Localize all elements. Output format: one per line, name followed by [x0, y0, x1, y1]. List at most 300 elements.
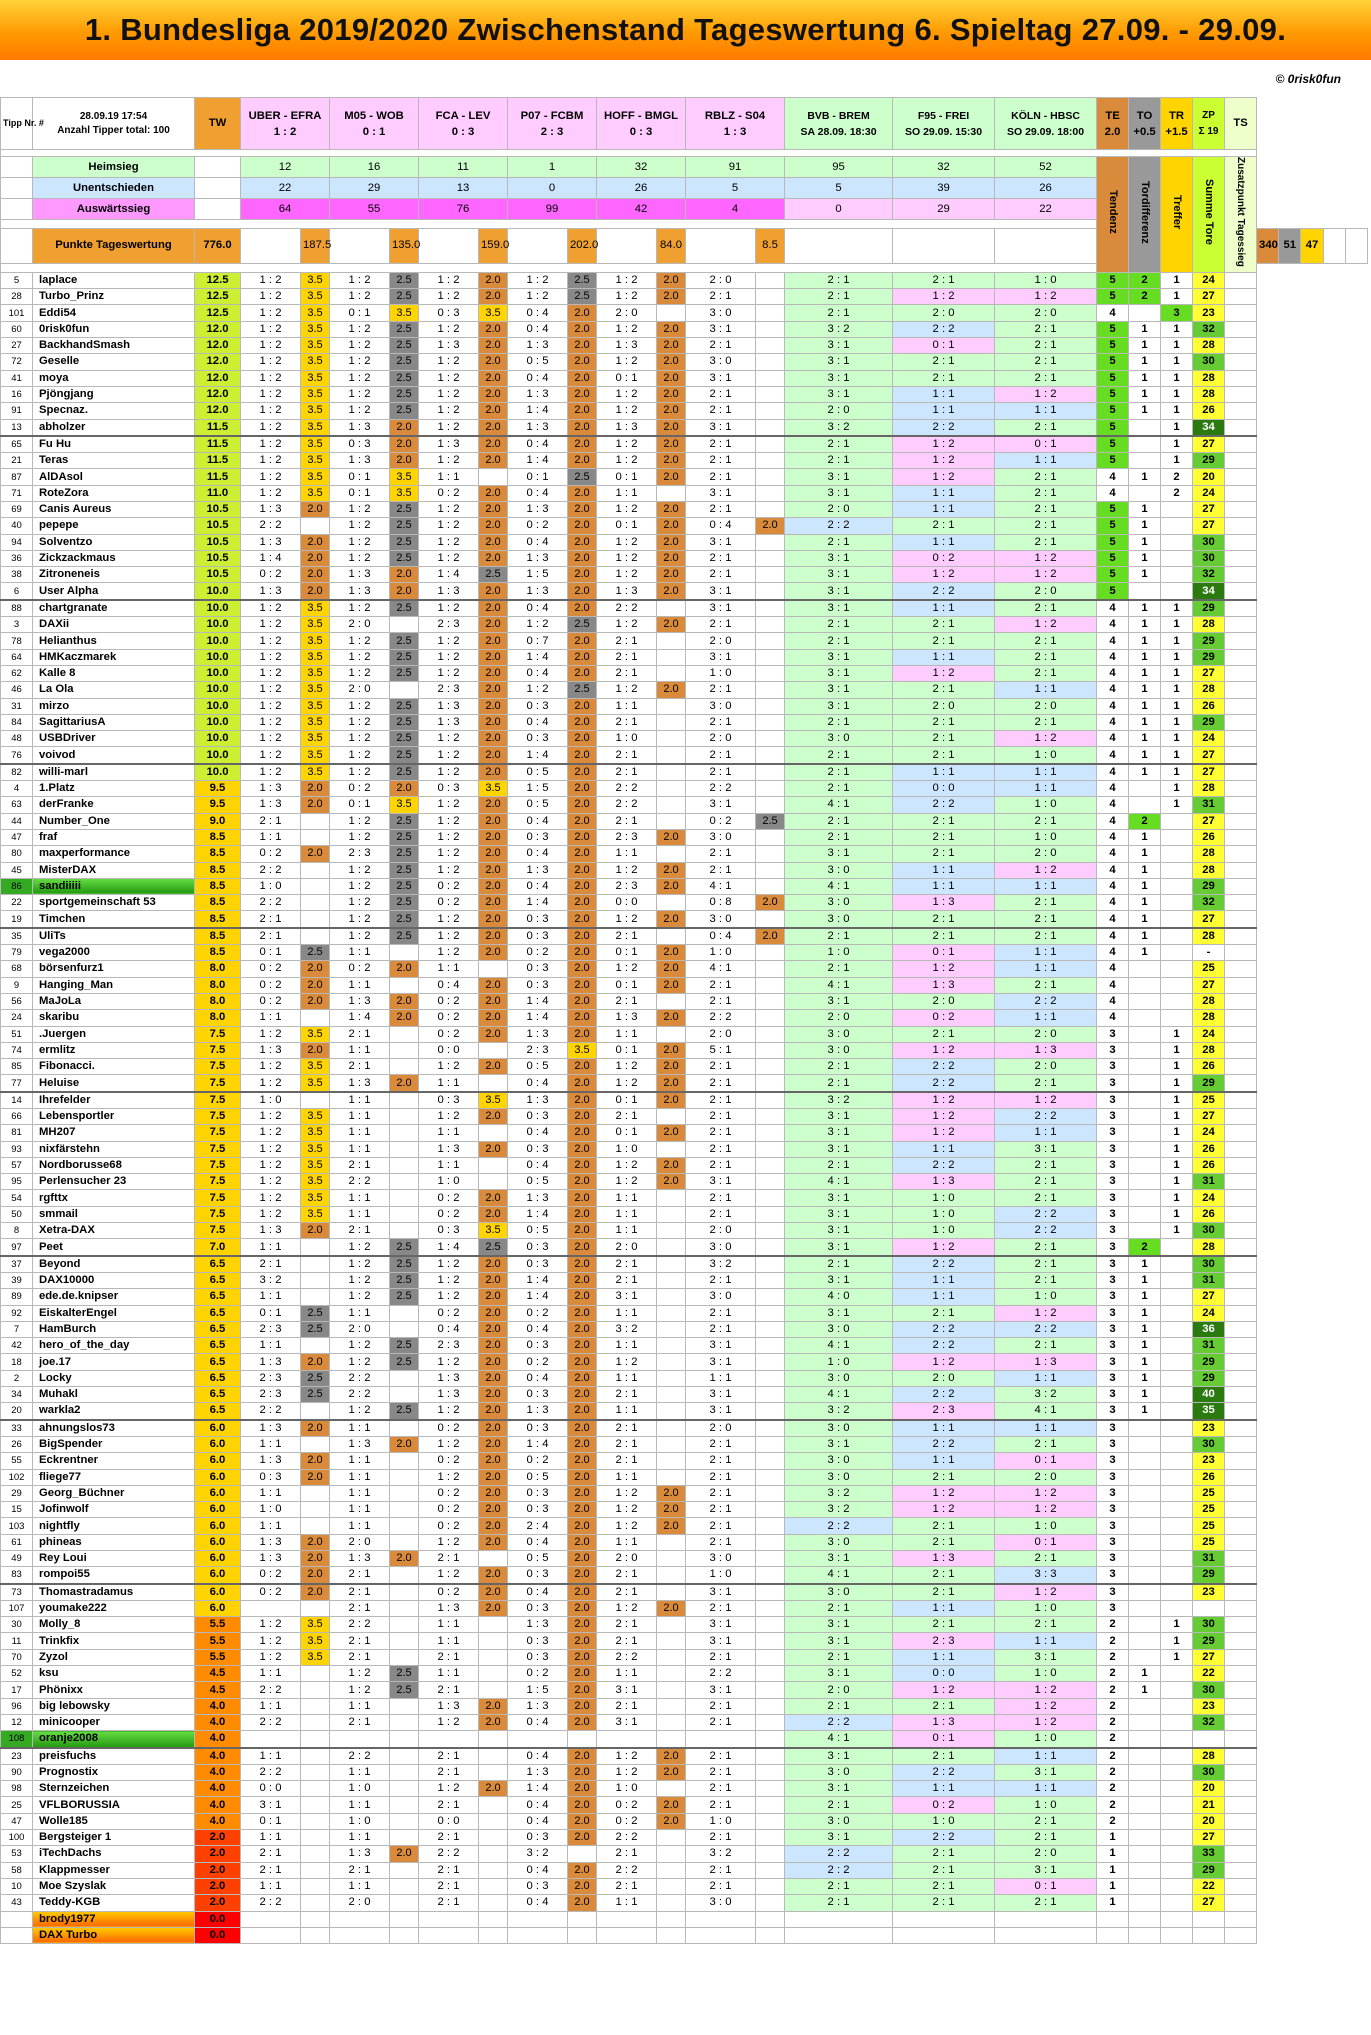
tip-game-4: 1 : 2	[508, 272, 568, 288]
tageswertung: 8.5	[195, 829, 241, 845]
tip-game-1: 1 : 2	[241, 1141, 301, 1157]
tip-game-9: 3 : 1	[995, 1862, 1097, 1878]
tendenz-points: 4	[1097, 714, 1129, 730]
tagessieg-points	[1225, 1190, 1257, 1206]
tagessieg-points	[1225, 1617, 1257, 1633]
tip-game-8: 2 : 1	[893, 1878, 995, 1894]
points-game-2	[390, 1206, 419, 1222]
tordifferenz-points	[1129, 1502, 1161, 1518]
tip-game-8: 1 : 0	[893, 1190, 995, 1206]
points-game-6	[756, 1141, 785, 1157]
te-value: 2.0	[1104, 125, 1121, 138]
points-game-5: 2.0	[657, 1502, 686, 1518]
summe-tore: 34	[1193, 419, 1225, 436]
summe-tore: 27	[1193, 289, 1225, 305]
tendenz-points: 4	[1097, 764, 1129, 781]
points-game-3: 2.0	[479, 945, 508, 961]
points-game-5	[657, 633, 686, 649]
points-game-1: 2.0	[301, 977, 330, 993]
tip-game-9	[995, 1927, 1097, 1943]
tageswertung: 8.0	[195, 961, 241, 977]
tip-game-9: 2 : 1	[995, 485, 1097, 501]
points-game-6	[756, 370, 785, 386]
tip-game-9: 1 : 1	[995, 1420, 1097, 1437]
points-game-5	[657, 1469, 686, 1485]
tagessieg-points	[1225, 633, 1257, 649]
tendenz-points: 4	[1097, 813, 1129, 829]
tip-game-8: 1 : 1	[893, 403, 995, 419]
tip-game-6: 0 : 8	[686, 895, 756, 911]
heimsieg-count: 95	[785, 157, 893, 178]
points-game-6	[756, 1354, 785, 1370]
tip-game-8: 1 : 3	[893, 1714, 995, 1730]
tip-game-3: 0 : 2	[419, 1010, 479, 1026]
tip-game-5: 1 : 1	[597, 1338, 657, 1354]
tip-game-4: 0 : 4	[508, 846, 568, 862]
tip-game-1: 1 : 2	[241, 453, 301, 469]
tip-game-9: 3 : 1	[995, 1649, 1097, 1665]
away-count: 55	[330, 199, 419, 220]
treffer-points: 1	[1161, 665, 1193, 681]
tip-game-9: 2 : 0	[995, 1059, 1097, 1075]
summe-tore: 26	[1193, 1157, 1225, 1173]
tageswertung: 7.5	[195, 1059, 241, 1075]
tip-game-1: 2 : 1	[241, 1846, 301, 1862]
tip-game-7: 3 : 1	[785, 682, 893, 698]
tip-game-2: 1 : 1	[330, 1092, 390, 1109]
tip-game-9: 1 : 1	[995, 682, 1097, 698]
tagessieg-points	[1225, 649, 1257, 665]
tip-game-7: 2 : 1	[785, 764, 893, 781]
points-game-6	[756, 1059, 785, 1075]
tendenz-points: 2	[1097, 1698, 1129, 1714]
points-game-1: 2.0	[301, 550, 330, 566]
tordifferenz-points	[1129, 1600, 1161, 1616]
tip-game-2: 1 : 2	[330, 600, 390, 617]
tip-game-7: 2 : 1	[785, 1059, 893, 1075]
tagessieg-points	[1225, 1420, 1257, 1437]
tip-game-9: 2 : 1	[995, 370, 1097, 386]
tip-game-7: 2 : 1	[785, 747, 893, 764]
tageswertung: 10.5	[195, 502, 241, 518]
points-game-3: 2.0	[479, 419, 508, 436]
tip-game-1: 1 : 3	[241, 1534, 301, 1550]
tipper-name: Bergsteiger 1	[33, 1830, 195, 1846]
tipper-name: Zitroneneis	[33, 567, 195, 583]
tip-game-7: 3 : 1	[785, 370, 893, 386]
treffer-points	[1161, 1698, 1193, 1714]
tip-game-9: 1 : 2	[995, 862, 1097, 878]
points-game-1: 2.0	[301, 1584, 330, 1601]
points-game-6	[756, 846, 785, 862]
summe-tore: 27	[1193, 813, 1225, 829]
points-game-4: 2.0	[568, 633, 597, 649]
tageswertung: 8.5	[195, 878, 241, 894]
points-game-5	[657, 813, 686, 829]
tip-game-8: 2 : 0	[893, 305, 995, 321]
table-row	[1, 1895, 1368, 1911]
tip-game-9: 2 : 1	[995, 518, 1097, 534]
tip-game-1: 1 : 2	[241, 1633, 301, 1649]
away-count: 4	[686, 199, 785, 220]
tip-game-4: 0 : 3	[508, 1256, 568, 1273]
tip-game-5: 1 : 2	[597, 1485, 657, 1501]
tipper-name: warkla2	[33, 1403, 195, 1420]
tip-game-8: 1 : 2	[893, 1502, 995, 1518]
tip-game-6: 3 : 1	[686, 1338, 756, 1354]
tordifferenz-points: 2	[1129, 1239, 1161, 1256]
points-game-5	[657, 1370, 686, 1386]
tipp-number: 7	[1, 1321, 33, 1337]
tip-game-7: 3 : 1	[785, 1436, 893, 1452]
points-game-4: 2.0	[568, 567, 597, 583]
tip-game-2: 1 : 2	[330, 502, 390, 518]
heimsieg-label: Heimsieg	[33, 157, 195, 178]
tip-game-2: 1 : 3	[330, 1846, 390, 1862]
tip-game-3: 1 : 2	[419, 829, 479, 845]
tip-game-4: 1 : 3	[508, 1190, 568, 1206]
tip-game-5	[597, 1911, 657, 1927]
tip-game-8: 1 : 1	[893, 1649, 995, 1665]
heimsieg-count: 1	[508, 157, 597, 178]
tagessieg-points	[1225, 911, 1257, 928]
tip-game-9: 1 : 0	[995, 1731, 1097, 1748]
points-game-2: 2.5	[390, 502, 419, 518]
tip-game-3: 1 : 3	[419, 1370, 479, 1386]
summe-tore: 28	[1193, 862, 1225, 878]
tordifferenz-points: 1	[1129, 1305, 1161, 1321]
table-row	[1, 1731, 1368, 1748]
tipper-name: Helianthus	[33, 633, 195, 649]
tagessieg-points	[1225, 1813, 1257, 1829]
tip-game-3: 1 : 2	[419, 911, 479, 928]
tip-game-6: 3 : 0	[686, 1551, 756, 1567]
tip-game-2: 1 : 2	[330, 829, 390, 845]
tip-game-8: 2 : 2	[893, 583, 995, 600]
tendenz-points: 5	[1097, 583, 1129, 600]
tip-game-5: 1 : 2	[597, 403, 657, 419]
points-game-3: 2.0	[479, 1305, 508, 1321]
tageswertung: 11.5	[195, 419, 241, 436]
tip-game-1: 0 : 2	[241, 977, 301, 993]
tip-game-1: 1 : 2	[241, 370, 301, 386]
points-game-6	[756, 1075, 785, 1092]
tip-game-5: 1 : 1	[597, 1190, 657, 1206]
treffer-points	[1161, 846, 1193, 862]
tipp-number: 53	[1, 1846, 33, 1862]
points-game-2: 2.5	[390, 829, 419, 845]
tendenz-points: 4	[1097, 781, 1129, 797]
points-game-3: 2.0	[479, 1600, 508, 1616]
treffer-points	[1161, 1354, 1193, 1370]
game-result: 0 : 1	[362, 125, 386, 138]
tip-game-8	[893, 1911, 995, 1927]
tip-game-4: 1 : 3	[508, 386, 568, 402]
tip-game-4: 0 : 3	[508, 1567, 568, 1584]
treffer-points: 1	[1161, 419, 1193, 436]
tip-game-2: 0 : 2	[330, 961, 390, 977]
tipper-name: MaJoLa	[33, 993, 195, 1009]
tip-game-2: 1 : 0	[330, 1781, 390, 1797]
tip-game-4: 0 : 2	[508, 1305, 568, 1321]
tipper-name: abholzer	[33, 419, 195, 436]
tip-game-7: 3 : 2	[785, 1502, 893, 1518]
tordifferenz-points	[1129, 1125, 1161, 1141]
points-game-2: 2.5	[390, 1682, 419, 1698]
tip-game-4: 0 : 4	[508, 1321, 568, 1337]
tip-game-5: 0 : 1	[597, 518, 657, 534]
points-game-3: 2.0	[479, 272, 508, 288]
points-game-1: 3.5	[301, 1026, 330, 1042]
tip-game-6: 2 : 1	[686, 1092, 756, 1109]
tendenz-points: 5	[1097, 567, 1129, 583]
tip-game-2: 1 : 3	[330, 419, 390, 436]
tageswertung: 6.5	[195, 1403, 241, 1420]
tagessieg-points	[1225, 1764, 1257, 1780]
table-row	[1, 1042, 1368, 1058]
summe-tore: 30	[1193, 550, 1225, 566]
points-game-6	[756, 289, 785, 305]
tip-game-1: 2 : 1	[241, 911, 301, 928]
tip-game-6: 2 : 1	[686, 1714, 756, 1730]
draw-count: 13	[419, 178, 508, 199]
tordifferenz-points	[1129, 1813, 1161, 1829]
tendenz-points: 3	[1097, 1026, 1129, 1042]
treffer-points	[1161, 583, 1193, 600]
treffer-points	[1161, 1485, 1193, 1501]
tipper-name: MH207	[33, 1125, 195, 1141]
tip-game-3: 1 : 2	[419, 797, 479, 813]
tip-game-3: 2 : 1	[419, 1748, 479, 1765]
tip-game-2: 1 : 2	[330, 1239, 390, 1256]
tageswertung: 7.5	[195, 1206, 241, 1222]
tipp-number: 30	[1, 1617, 33, 1633]
tip-game-8: 1 : 1	[893, 534, 995, 550]
points-game-3: 2.0	[479, 829, 508, 845]
points-game-1	[301, 1436, 330, 1452]
points-game-5: 2.0	[657, 272, 686, 288]
tipper-name: Canis Aureus	[33, 502, 195, 518]
tip-game-9: 4 : 1	[995, 1403, 1097, 1420]
tip-game-3: 1 : 2	[419, 453, 479, 469]
tordifferenz-points	[1129, 1092, 1161, 1109]
tip-game-9: 1 : 1	[995, 781, 1097, 797]
tip-game-5: 2 : 2	[597, 781, 657, 797]
points-game-3: 2.0	[479, 1485, 508, 1501]
points-game-2: 2.5	[390, 518, 419, 534]
tip-game-9: 2 : 1	[995, 1075, 1097, 1092]
tip-game-4: 1 : 3	[508, 1698, 568, 1714]
tip-game-8: 1 : 1	[893, 1781, 995, 1797]
summe-tore: 30	[1193, 354, 1225, 370]
points-game-6	[756, 1338, 785, 1354]
points-game-3: 2.0	[479, 1026, 508, 1042]
points-game-2: 2.5	[390, 403, 419, 419]
treffer-points: 1	[1161, 1617, 1193, 1633]
tagessieg-points	[1225, 1927, 1257, 1943]
tipper-name: chartgranate	[33, 600, 195, 617]
points-game-4: 2.5	[568, 272, 597, 288]
tip-game-4: 1 : 3	[508, 1092, 568, 1109]
summe-tore: 29	[1193, 1567, 1225, 1584]
tip-game-3: 1 : 1	[419, 1075, 479, 1092]
tipper-name: Peet	[33, 1239, 195, 1256]
points-game-5: 2.0	[657, 583, 686, 600]
datetime: 28.09.19 17:54	[79, 110, 148, 122]
tip-game-2: 1 : 2	[330, 370, 390, 386]
draw-count: 26	[597, 178, 686, 199]
points-game-6	[756, 1649, 785, 1665]
tip-game-1: 1 : 2	[241, 731, 301, 747]
tip-game-7: 3 : 1	[785, 1305, 893, 1321]
points-game-2	[390, 1748, 419, 1765]
points-game-4: 2.0	[568, 1666, 597, 1682]
tordifferenz-points: 1	[1129, 567, 1161, 583]
points-game-1	[301, 1748, 330, 1765]
tip-game-5: 2 : 2	[597, 797, 657, 813]
tip-game-5: 2 : 1	[597, 1698, 657, 1714]
tip-game-5: 1 : 3	[597, 419, 657, 436]
points-game-5: 2.0	[657, 1010, 686, 1026]
tip-game-5: 1 : 1	[597, 1206, 657, 1222]
tipp-number: 103	[1, 1518, 33, 1534]
points-game-6	[756, 534, 785, 550]
points-game-4: 2.0	[568, 1830, 597, 1846]
tagessieg-points	[1225, 1289, 1257, 1305]
tip-game-6: 3 : 1	[686, 370, 756, 386]
treffer-points: 1	[1161, 1075, 1193, 1092]
tageswertung: 10.5	[195, 567, 241, 583]
tip-game-4: 1 : 4	[508, 453, 568, 469]
tipper-name: Teras	[33, 453, 195, 469]
tip-game-1: 2 : 2	[241, 1764, 301, 1780]
treffer-points	[1161, 911, 1193, 928]
tip-game-7: 3 : 1	[785, 386, 893, 402]
tip-game-7: 3 : 1	[785, 354, 893, 370]
tip-game-4: 0 : 4	[508, 485, 568, 501]
treffer-points	[1161, 1666, 1193, 1682]
points-game-6	[756, 747, 785, 764]
tip-game-9: 2 : 1	[995, 1256, 1097, 1273]
tip-game-6: 2 : 2	[686, 1666, 756, 1682]
points-game-5	[657, 1206, 686, 1222]
tip-game-3: 1 : 2	[419, 354, 479, 370]
tip-game-1: 1 : 0	[241, 1502, 301, 1518]
treffer-points	[1161, 1469, 1193, 1485]
tip-game-1: 0 : 1	[241, 1305, 301, 1321]
tipper-name: Geselle	[33, 354, 195, 370]
tageswertung: 6.0	[195, 1485, 241, 1501]
points-game-5: 2.0	[657, 1797, 686, 1813]
points-game-2	[390, 1502, 419, 1518]
treffer-points	[1161, 1256, 1193, 1273]
points-game-4: 2.0	[568, 1075, 597, 1092]
tipp-nr-header: Tipp Nr. #	[1, 98, 33, 150]
tipper-name: Moe Szyslak	[33, 1878, 195, 1894]
tip-game-1: 1 : 2	[241, 1059, 301, 1075]
tip-game-7: 3 : 1	[785, 1141, 893, 1157]
tip-game-7: 2 : 1	[785, 617, 893, 633]
points-game-6	[756, 1797, 785, 1813]
tip-game-4: 0 : 3	[508, 829, 568, 845]
points-game-4: 2.0	[568, 1534, 597, 1550]
points-game-3	[479, 1927, 508, 1943]
points-game-1: 3.5	[301, 1075, 330, 1092]
points-game-5	[657, 1617, 686, 1633]
points-game-4: 2.0	[568, 583, 597, 600]
tip-game-3: 1 : 2	[419, 1059, 479, 1075]
table-row	[1, 1420, 1368, 1437]
tip-game-4: 0 : 3	[508, 1108, 568, 1124]
tip-game-7: 3 : 0	[785, 1453, 893, 1469]
tip-game-7: 2 : 1	[785, 272, 893, 288]
tipp-number: 62	[1, 665, 33, 681]
tordifferenz-points: 1	[1129, 600, 1161, 617]
tip-game-2: 1 : 3	[330, 583, 390, 600]
tip-game-2: 1 : 2	[330, 403, 390, 419]
tip-game-1: 1 : 3	[241, 502, 301, 518]
points-game-4: 2.0	[568, 993, 597, 1009]
tordifferenz-points: 1	[1129, 911, 1161, 928]
treffer-points: 1	[1161, 682, 1193, 698]
tageswertung: 12.0	[195, 403, 241, 419]
copyright: © 0risk0fun	[1275, 72, 1341, 86]
tip-game-8: 2 : 1	[893, 1698, 995, 1714]
tip-game-6: 2 : 0	[686, 1223, 756, 1239]
tip-game-2: 1 : 1	[330, 1502, 390, 1518]
tendenz-points: 5	[1097, 436, 1129, 453]
tip-game-5: 0 : 1	[597, 1042, 657, 1058]
points-game-3: 2.0	[479, 1518, 508, 1534]
tip-game-7: 2 : 1	[785, 633, 893, 649]
points-game-1	[301, 1781, 330, 1797]
table-row	[1, 321, 1368, 337]
treffer-points	[1161, 1239, 1193, 1256]
tipp-number: 88	[1, 600, 33, 617]
tip-game-4: 1 : 4	[508, 1010, 568, 1026]
table-row	[1, 600, 1368, 617]
tip-game-7: 3 : 2	[785, 1092, 893, 1109]
tageswertung: 6.5	[195, 1272, 241, 1288]
tageswertung: 6.0	[195, 1469, 241, 1485]
treffer-points	[1161, 1321, 1193, 1337]
tip-game-5: 2 : 1	[597, 633, 657, 649]
tip-game-6: 2 : 1	[686, 1600, 756, 1616]
tip-game-4: 1 : 4	[508, 1272, 568, 1288]
tip-game-6: 2 : 1	[686, 846, 756, 862]
tip-game-4: 0 : 7	[508, 633, 568, 649]
points-game-6	[756, 1453, 785, 1469]
points-game-5: 2.0	[657, 878, 686, 894]
tageswertung: 10.0	[195, 649, 241, 665]
points-game-2: 2.5	[390, 272, 419, 288]
tipper-name: sportgemeinschaft 53	[33, 895, 195, 911]
tip-game-9: 2 : 0	[995, 1846, 1097, 1862]
tendenz-points: 4	[1097, 665, 1129, 681]
tip-game-9: 2 : 2	[995, 1108, 1097, 1124]
tordifferenz-label-cell	[1129, 157, 1161, 273]
tageswertung: 10.0	[195, 731, 241, 747]
tageswertung: 8.5	[195, 895, 241, 911]
tipper-name: Heluise	[33, 1075, 195, 1092]
tipper-name: Beyond	[33, 1256, 195, 1273]
points-game-6	[756, 1534, 785, 1550]
tip-game-1: 1 : 3	[241, 1551, 301, 1567]
points-game-1: 3.5	[301, 1617, 330, 1633]
tipp-number: 48	[1, 731, 33, 747]
tip-game-7: 3 : 0	[785, 1321, 893, 1337]
points-game-6	[756, 583, 785, 600]
